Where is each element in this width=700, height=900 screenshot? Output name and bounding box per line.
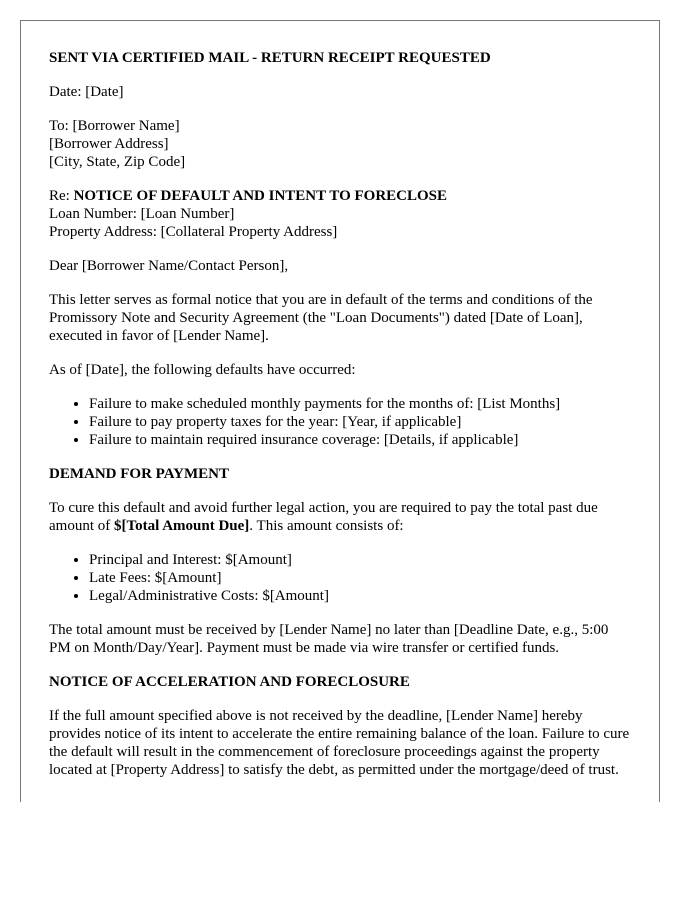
recipient-city-line: [City, State, Zip Code]	[49, 154, 186, 170]
list-item: • Failure to make scheduled monthly payments for the months of: [List Months]	[89, 395, 631, 413]
deadline-paragraph: The total amount must be received by [Lender Name] no later than [Deadline Date, e.g., 5:00 PM on Month/Day/Year]. Payment must be made via wire transfer or certified funds.	[49, 622, 609, 656]
loan-number-line: Loan Number: [Loan Number]	[49, 206, 235, 222]
re-subject: NOTICE OF DEFAULT AND INTENT TO FORECLOSE	[73, 188, 448, 204]
list-item: • Failure to maintain required insurance coverage: [Details, if applicable]	[89, 431, 631, 449]
acceleration-heading: NOTICE OF ACCELERATION AND FORECLOSURE	[49, 674, 410, 690]
acceleration-paragraph: If the full amount specified above is not received by the deadline, [Lender Name] hereby provides notice of its intent to accelerate the entire remaining balance of the loan. Failure to cure the default will result in the commencement of foreclosure proceedings against the property located at [Property Address] to satisfy the debt, as permitted under the mortgage/deed of trust.	[49, 708, 630, 778]
defaults-list	[49, 395, 631, 449]
list-item: • Failure to pay property taxes for the year: [Year, if applicable]	[89, 413, 631, 431]
list-item: • Principal and Interest: $[Amount]	[89, 551, 631, 569]
property-address-line: Property Address: [Collateral Property Address]	[49, 224, 338, 240]
recipient-name-line: To: [Borrower Name]	[49, 118, 180, 134]
re-prefix: Re:	[49, 188, 74, 204]
re-line	[49, 187, 631, 205]
reference-block	[49, 187, 631, 241]
demand-heading: DEMAND FOR PAYMENT	[49, 466, 229, 482]
defaults-intro: As of [Date], the following defaults have occurred:	[49, 362, 356, 378]
letter-page	[20, 20, 660, 802]
amount-breakdown-list	[49, 551, 631, 605]
recipient-address-line: [Borrower Address]	[49, 136, 169, 152]
demand-text-before: To cure this default and avoid further legal action, you are required to pay the total past due amount of	[49, 500, 598, 534]
list-item: • Legal/Administrative Costs: $[Amount]	[89, 587, 631, 605]
salutation: Dear [Borrower Name/Contact Person],	[49, 258, 289, 274]
recipient-address	[49, 117, 631, 171]
delivery-header: SENT VIA CERTIFIED MAIL - RETURN RECEIPT REQUESTED	[49, 50, 491, 66]
intro-paragraph: This letter serves as formal notice that you are in default of the terms and conditions of the Promissory Note and Security Agreement (the "Loan Documents") dated [Date of Loan], executed in favor of [Lender Name].	[49, 292, 593, 344]
date-line: Date: [Date]	[49, 84, 124, 100]
demand-text-after: . This amount consists of:	[249, 518, 404, 534]
list-item: • Late Fees: $[Amount]	[89, 569, 631, 587]
demand-amount: $[Total Amount Due]	[114, 518, 250, 534]
demand-paragraph	[49, 499, 631, 535]
